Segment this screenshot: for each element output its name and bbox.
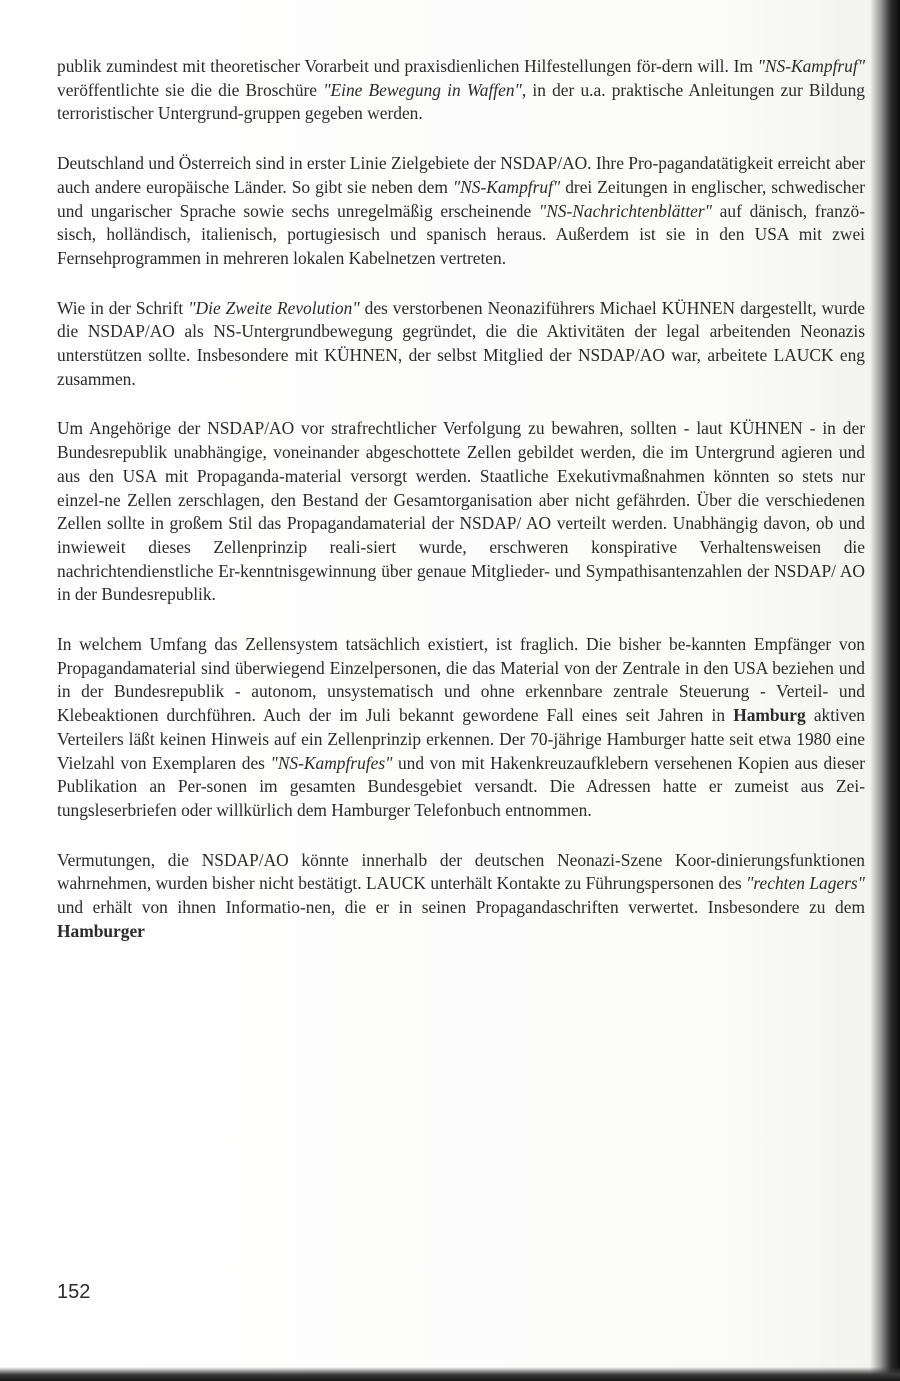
paragraph-4: [57, 417, 865, 607]
paragraph-1: [57, 55, 865, 126]
bold-term: Hamburger: [57, 920, 145, 941]
book-spine-shadow: [870, 0, 900, 1381]
paragraph-3: [57, 297, 865, 392]
paragraph-2: [57, 152, 865, 271]
italic-title: "NS-Kampfrufes": [270, 752, 393, 773]
italic-title: "Eine Bewegung in Waffen": [323, 79, 522, 100]
text-run: veröffentlichte sie die die Broschüre: [57, 79, 324, 100]
italic-title: "Die Zweite Revolution": [188, 297, 360, 318]
body-text: [57, 55, 865, 970]
text-run: Deutschland und Österreich sind in erster Linie Zielgebiete der NSDAP/AO. Ihre Pro-pagandatätigkeit erreicht aber auch andere europäische Länder. So gibt sie neben dem: [57, 153, 865, 197]
text-run: drei Zeitungen in englischer, schwedischer und ungarischer Sprache sowie sechs unregelmäßig erscheinende: [57, 176, 865, 221]
text-run: aktiven Verteilers läßt keinen Hinweis auf ein Zellenprinzip erkennen. Der 70-jährige Hamburger hatte seit etwa 1980 eine Vielzahl von Exemplaren des: [57, 705, 866, 773]
italic-title: "NS-Nachrichtenblätter": [538, 200, 712, 221]
italic-title: "NS-Kampfruf": [757, 56, 865, 76]
text-run: , in der u.a. praktische Anleitungen zur Bildung terroristischer Untergrund-gruppen gegeben werden.: [57, 79, 865, 124]
text-run: auf dänisch, franzö-sisch, holländisch, italienisch, portugiesisch und spanisch heraus. Außerdem ist sie in den USA mit zwei Fernsehprogrammen in mehreren lokalen Kabelnetzen vertreten.: [57, 200, 865, 268]
text-run: und erhält von ihnen Informatio-nen, die er in seinen Propagandaschriften verwertet. Insbesondere zu dem: [57, 897, 865, 918]
paragraph-6: [57, 849, 865, 944]
italic-title: "rechten Lagers": [746, 873, 865, 894]
italic-title: "NS-Kampfruf": [452, 176, 561, 197]
text-run: publik zumindest mit theoretischer Vorarbeit und praxisdienlichen Hilfestellungen för-dern will. Im: [57, 56, 758, 76]
text-run: Wie in der Schrift: [57, 297, 189, 318]
text-run: Vermutungen, die NSDAP/AO könnte innerhalb der deutschen Neonazi-Szene Koor-dinierungsfunktionen wahrnehmen, wurden bisher nicht bestätigt. LAUCK unterhält Kontakte zu Führungspersonen des: [57, 849, 865, 894]
text-run: des verstorbenen Neonaziführers Michael KÜHNEN dargestellt, wurde die NSDAP/AO als NS-Untergrundbewegung gegründet, die die Aktivitäten der legal arbeitenden Neonazis unterstützen sollte. Insbesondere mit KÜHNEN, der selbst Mitglied der NSDAP/AO war, arbeitete LAUCK eng zusammen.: [57, 297, 865, 389]
page-number: 152: [57, 1281, 91, 1303]
bold-term: Hamburg: [733, 705, 806, 726]
text-run: Um Angehörige der NSDAP/AO vor strafrechtlicher Verfolgung zu bewahren, sollten - laut KÜHNEN - in der Bundesrepublik unabhängige, voneinander abgeschottete Zellen gebildet werden, die im Untergrund agieren und aus den USA mit Propaganda-material versorgt werden. Staatliche Exekutivmaßnahmen könnten so stets nur einzel-ne Zellen zerschlagen, den Bestand der Gesamtorganisation aber nicht gefährden. Über die verschiedenen Zellen sollte in großem Stil das Propagandamaterial der NSDAP/ AO verteilt werden. Unabhängig davon, ob und inwieweit dieses Zellenprinzip reali-siert wurde, erschweren konspirative Verhaltensweisen die nachrichtendienstliche Er-kenntnisgewinnung über genaue Mitglieder- und Sympathisantenzahlen der NSDAP/ AO in der Bundesrepublik.: [57, 418, 865, 605]
paragraph-5: [57, 633, 865, 823]
text-run: und von mit Hakenkreuzaufklebern versehenen Kopien aus dieser Publikation an Per-sonen im gesamten Bundesgebiet versandt. Die Adressen hatte er zumeist aus Zei-tungsleserbriefen oder willkürlich dem Hamburger Telefonbuch entnommen.: [57, 752, 865, 820]
text-run: In welchem Umfang das Zellensystem tatsächlich existiert, ist fraglich. Die bisher be-kannten Empfänger von Propagandamaterial sind überwiegend Einzelpersonen, die das Material von der Zentrale in den USA beziehen und in der Bundesrepublik - autonom, unsystematisch und ohne erkennbare zentrale Steuerung - Verteil- und Klebeaktionen durchführen. Auch der im Juli bekannt gewordene Fall eines seit Jahren in: [57, 634, 865, 726]
page-bottom-edge: [0, 1367, 900, 1381]
